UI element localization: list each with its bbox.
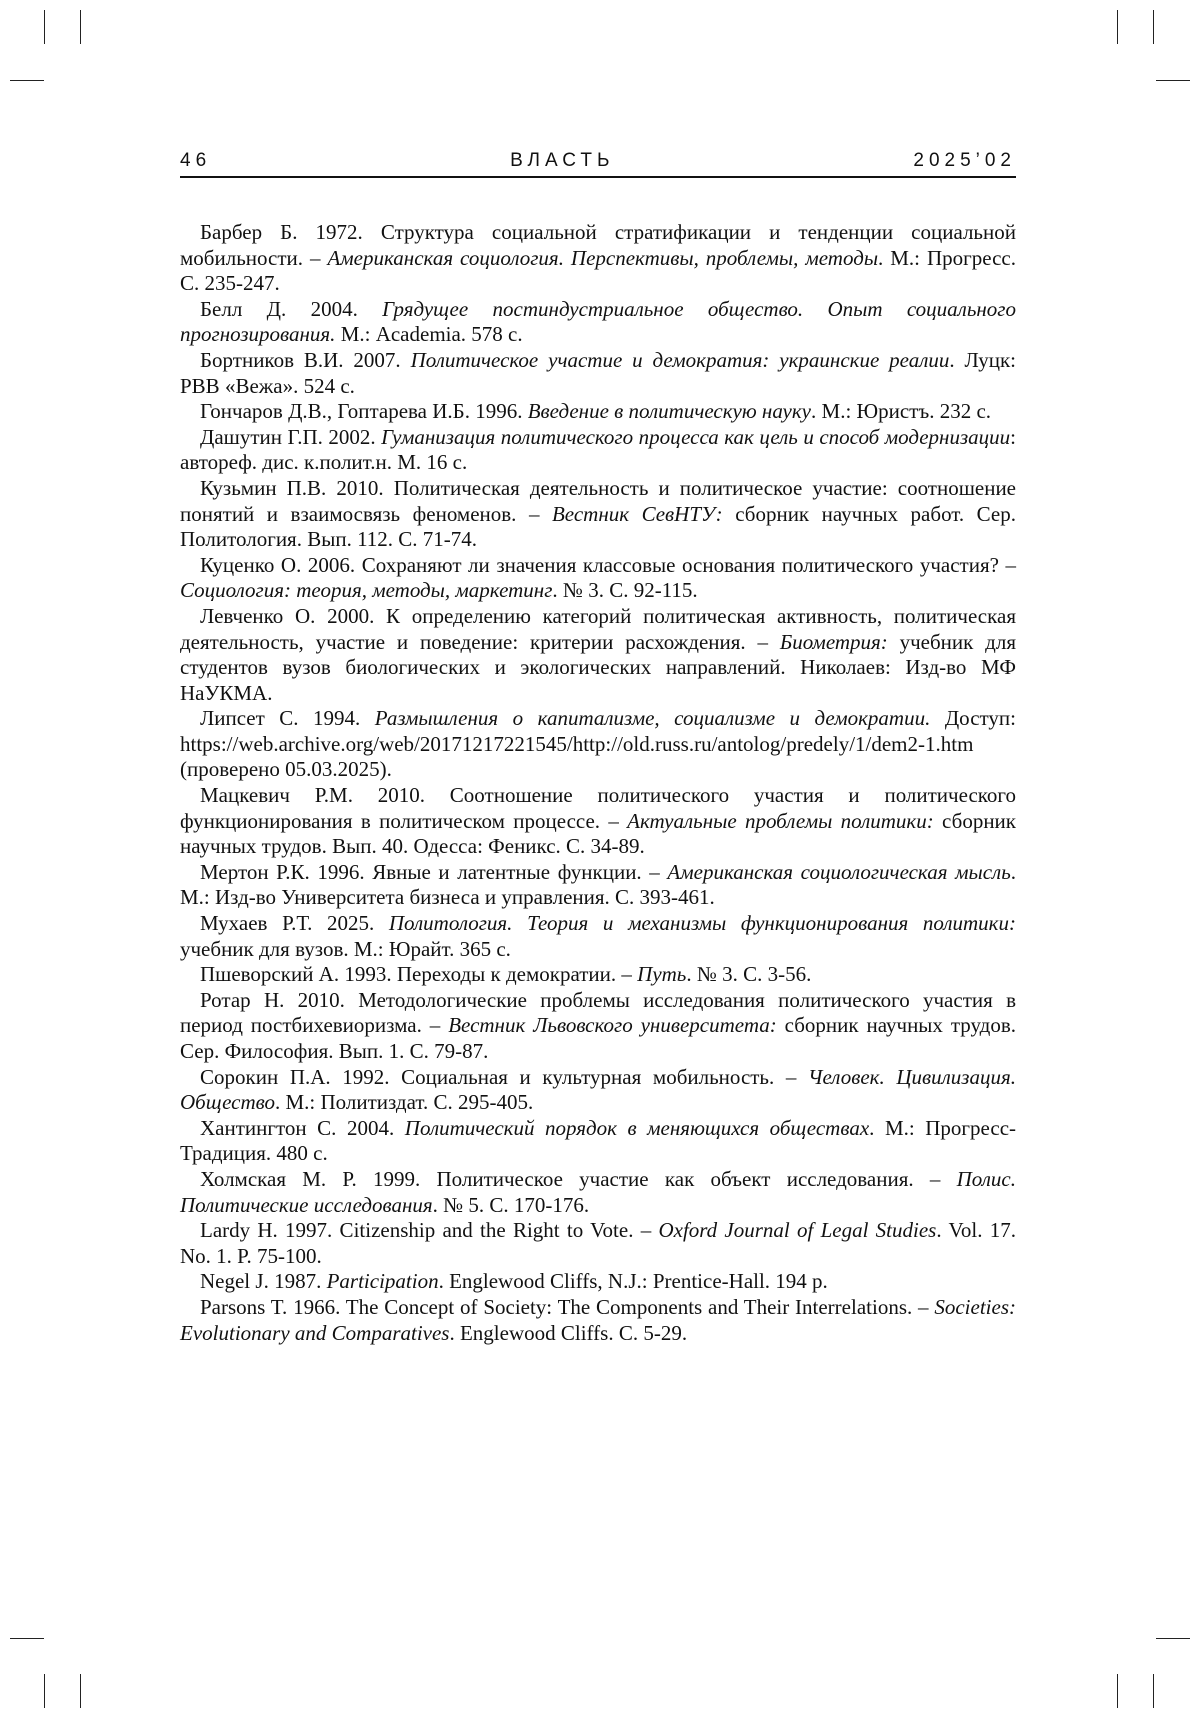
reference-source-title: Политическое участие и демократия: украинские реалии: [411, 348, 950, 372]
reference-text: учебник для вузов. М.: Юрайт. 365 с.: [180, 937, 511, 961]
reference-source-title: Политология. Теория и механизмы функционирования политики:: [389, 911, 1016, 935]
reference-source-title: Societies: Evolutionary and Comparatives: [180, 1295, 1016, 1345]
reference-entry: [180, 1295, 1016, 1346]
reference-text: Дашутин Г.П. 2002.: [200, 425, 381, 449]
crop-mark-bottom-left-vertical-2: [80, 1674, 81, 1708]
reference-text: Negel J. 1987.: [200, 1269, 327, 1293]
reference-entry: [180, 1269, 1016, 1295]
reference-text: Барбер Б. 1972. Структура социальной стратификации и тенденции социальной мобильности. –: [180, 220, 1016, 270]
reference-text: Бортников В.И. 2007.: [200, 348, 411, 372]
reference-text: Мухаев Р.Т. 2025.: [200, 911, 389, 935]
reference-text: . Луцк: РВВ «Вежа». 524 с.: [180, 348, 1016, 398]
reference-text: Lardy H. 1997. Citizenship and the Right to Vote. –: [200, 1218, 658, 1242]
reference-text: Кузьмин П.В. 2010. Политическая деятельность и политическое участие: соотношение понятий и взаимосвязь феноменов. –: [180, 476, 1016, 526]
reference-entry: [180, 860, 1016, 911]
reference-text: . Vol. 17. No. 1. P. 75-100.: [180, 1218, 1016, 1268]
reference-text: . № 3. С. 3-56.: [686, 962, 811, 986]
reference-text: Мертон Р.К. 1996. Явные и латентные функции. –: [200, 860, 667, 884]
crop-mark-top-right-horizontal: [1156, 80, 1190, 81]
reference-source-title: Размышления о капитализме, социализме и демократии.: [375, 706, 931, 730]
crop-mark-bottom-right-horizontal: [1156, 1638, 1190, 1639]
reference-text: . М.: Политиздат. С. 295-405.: [275, 1090, 533, 1114]
reference-source-title: Полис. Политические исследования: [180, 1167, 1016, 1217]
reference-entry: [180, 604, 1016, 706]
reference-source-title: Американская социология. Перспективы, проблемы, методы: [327, 246, 878, 270]
reference-source-title: Введение в политическую науку: [528, 399, 811, 423]
reference-text: сборник научных трудов. Сер. Философия. Вып. 1. С. 79-87.: [180, 1013, 1016, 1063]
reference-entry: [180, 1167, 1016, 1218]
reference-text: Хантингтон С. 2004.: [200, 1116, 405, 1140]
reference-text: Parsons T. 1966. The Concept of Society: The Components and Their Interrelations. –: [200, 1295, 934, 1319]
reference-text: Куценко О. 2006. Сохраняют ли значения классовые основания политического участия? –: [200, 553, 1016, 577]
reference-entry: [180, 1218, 1016, 1269]
reference-source-title: Биометрия:: [780, 630, 888, 654]
reference-source-title: Oxford Journal of Legal Studies: [658, 1218, 936, 1242]
reference-text: Пшеворский А. 1993. Переходы к демократии. –: [200, 962, 637, 986]
header-rule: [180, 176, 1016, 178]
crop-mark-top-left-horizontal: [10, 80, 44, 81]
reference-source-title: Путь: [637, 962, 686, 986]
issue-number: 2025’02: [913, 150, 1016, 172]
reference-source-title: Социология: теория, методы, маркетинг: [180, 578, 552, 602]
reference-text: . № 5. С. 170-176.: [433, 1193, 590, 1217]
reference-source-title: Вестник СевНТУ:: [552, 502, 723, 526]
reference-source-title: Американская социологическая мысль: [667, 860, 1010, 884]
reference-text: Левченко О. 2000. К определению категорий политическая активность, политическая деятельность, участие и поведение: критерии расхождения. –: [180, 604, 1016, 654]
reference-text: Белл Д. 2004.: [200, 297, 382, 321]
reference-entry: [180, 399, 1016, 425]
crop-mark-bottom-left-vertical: [44, 1674, 45, 1708]
reference-text: . Englewood Cliffs, N.J.: Prentice-Hall. 194 p.: [439, 1269, 828, 1293]
crop-mark-top-left-vertical-2: [80, 10, 81, 44]
reference-entry: [180, 348, 1016, 399]
reference-text: Доступ: https://web.archive.org/web/20171217221545/http://old.russ.ru/antolog/predely/1/dem2-1.htm (проверено 05.03.2025).: [180, 706, 1016, 781]
reference-text: Липсет С. 1994.: [200, 706, 375, 730]
reference-source-title: Participation: [327, 1269, 439, 1293]
reference-text: . Englewood Cliffs. С. 5-29.: [449, 1321, 687, 1345]
reference-entry: [180, 911, 1016, 962]
reference-text: : автореф. дис. к.полит.н. М. 16 с.: [180, 425, 1016, 475]
crop-mark-bottom-right-vertical-2: [1153, 1674, 1154, 1708]
reference-source-title: Актуальные проблемы политики:: [627, 809, 934, 833]
crop-mark-bottom-left-horizontal: [10, 1638, 44, 1639]
reference-entry: [180, 706, 1016, 783]
reference-text: Мацкевич Р.М. 2010. Соотношение политического участия и политического функционирования в политическом процессе. –: [180, 783, 1016, 833]
reference-text: сборник научных работ. Сер. Политология. Вып. 112. С. 71-74.: [180, 502, 1016, 552]
reference-entry: [180, 783, 1016, 860]
reference-entry: [180, 1065, 1016, 1116]
reference-source-title: Гуманизация политического процесса как цель и способ модернизации: [381, 425, 1010, 449]
reference-entry: [180, 962, 1016, 988]
crop-mark-top-left-vertical: [44, 10, 45, 44]
reference-text: . М.: Прогресс-Традиция. 480 с.: [180, 1116, 1016, 1166]
reference-text: . М.: Юристъ. 232 с.: [811, 399, 991, 423]
reference-entry: [180, 988, 1016, 1065]
reference-entry: [180, 1116, 1016, 1167]
reference-entry: [180, 297, 1016, 348]
crop-mark-top-right-vertical: [1117, 10, 1118, 44]
reference-text: Гончаров Д.В., Гоптарева И.Б. 1996.: [200, 399, 528, 423]
reference-text: М.: Academia. 578 с.: [335, 322, 522, 346]
reference-text: Ротар Н. 2010. Методологические проблемы исследования политического участия в период постбихевиоризма. –: [180, 988, 1016, 1038]
reference-text: сборник научных трудов. Вып. 40. Одесса: Феникс. С. 34-89.: [180, 809, 1016, 859]
reference-text: . М.: Изд-во Университета бизнеса и управления. С. 393-461.: [180, 860, 1016, 910]
reference-text: Холмская М. Р. 1999. Политическое участие как объект исследования. –: [200, 1167, 957, 1191]
reference-list: [180, 220, 1016, 1346]
reference-source-title: Политический порядок в меняющихся обществах: [405, 1116, 869, 1140]
reference-source-title: Вестник Львовского университета:: [448, 1013, 777, 1037]
reference-text: учебник для студентов вузов биологических и экологических направлений. Николаев: Изд-во МФ НаУКМА.: [180, 630, 1016, 705]
page-number: 46: [180, 150, 211, 172]
running-header: [180, 150, 1016, 172]
reference-text: . № 3. С. 92-115.: [552, 578, 697, 602]
reference-entry: [180, 220, 1016, 297]
reference-entry: [180, 476, 1016, 553]
crop-mark-top-right-vertical-2: [1153, 10, 1154, 44]
reference-text: . М.: Прогресс. С. 235-247.: [180, 246, 1016, 296]
crop-mark-bottom-right-vertical: [1117, 1674, 1118, 1708]
reference-source-title: Человек. Цивилизация. Общество: [180, 1065, 1016, 1115]
reference-source-title: Грядущее постиндустриальное общество. Опыт социального прогнозирования.: [180, 297, 1016, 347]
journal-title: ВЛАСТЬ: [510, 150, 614, 172]
reference-text: Сорокин П.А. 1992. Социальная и культурная мобильность. –: [200, 1065, 808, 1089]
reference-entry: [180, 425, 1016, 476]
reference-entry: [180, 553, 1016, 604]
